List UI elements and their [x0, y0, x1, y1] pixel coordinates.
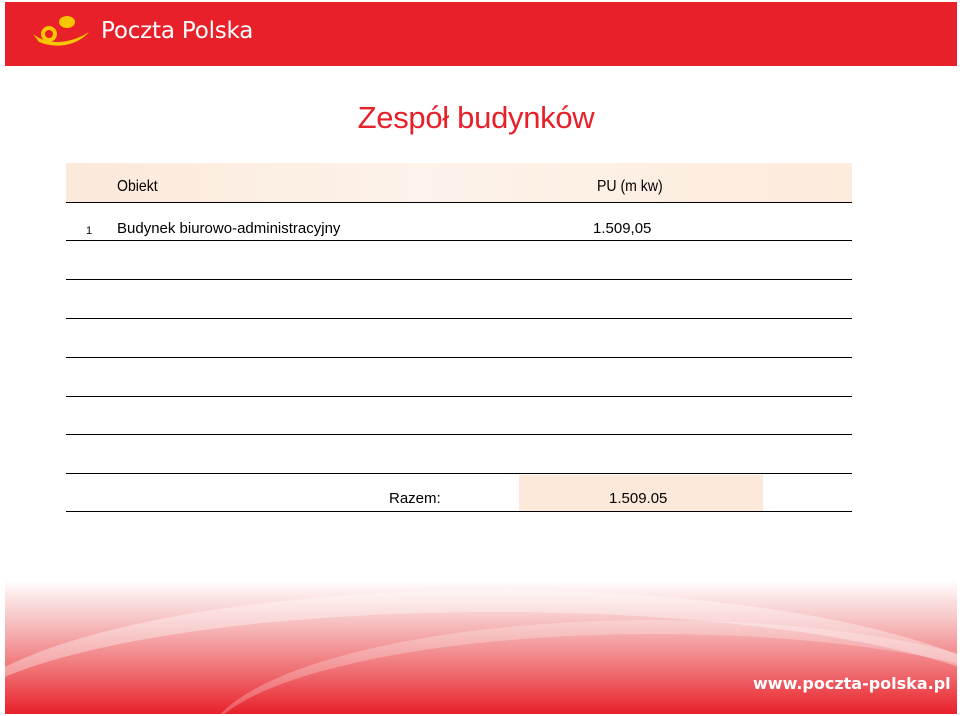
row-object-name: Budynek biurowo-administracyjny: [117, 220, 341, 237]
total-label: Razem:: [389, 490, 441, 507]
column-header-pu: PU (m kw): [597, 178, 663, 195]
column-header-obiekt: Obiekt: [117, 178, 158, 195]
footer-banner: [5, 580, 957, 714]
table-header-background: [66, 163, 852, 203]
table-divider: [66, 396, 852, 397]
table-divider: [66, 202, 852, 203]
page-title: [0, 100, 952, 136]
table-divider: [66, 511, 852, 512]
footer-url[interactable]: www.poczta-polska.pl: [753, 674, 951, 693]
poczta-polska-horn-icon: [27, 10, 97, 54]
table-divider: [66, 279, 852, 280]
page-title-text: Zespół budynków: [357, 100, 595, 135]
row-area-value: 1.509,05: [593, 220, 652, 237]
table-divider: [66, 318, 852, 319]
table-divider: [66, 473, 852, 474]
table-divider: [66, 240, 852, 241]
row-number: 1: [86, 225, 93, 237]
header-banner: [5, 2, 957, 66]
table-divider: [66, 434, 852, 435]
table-divider: [66, 357, 852, 358]
total-value: 1.509.05: [609, 490, 668, 507]
brand-name: Poczta Polska: [101, 18, 254, 44]
